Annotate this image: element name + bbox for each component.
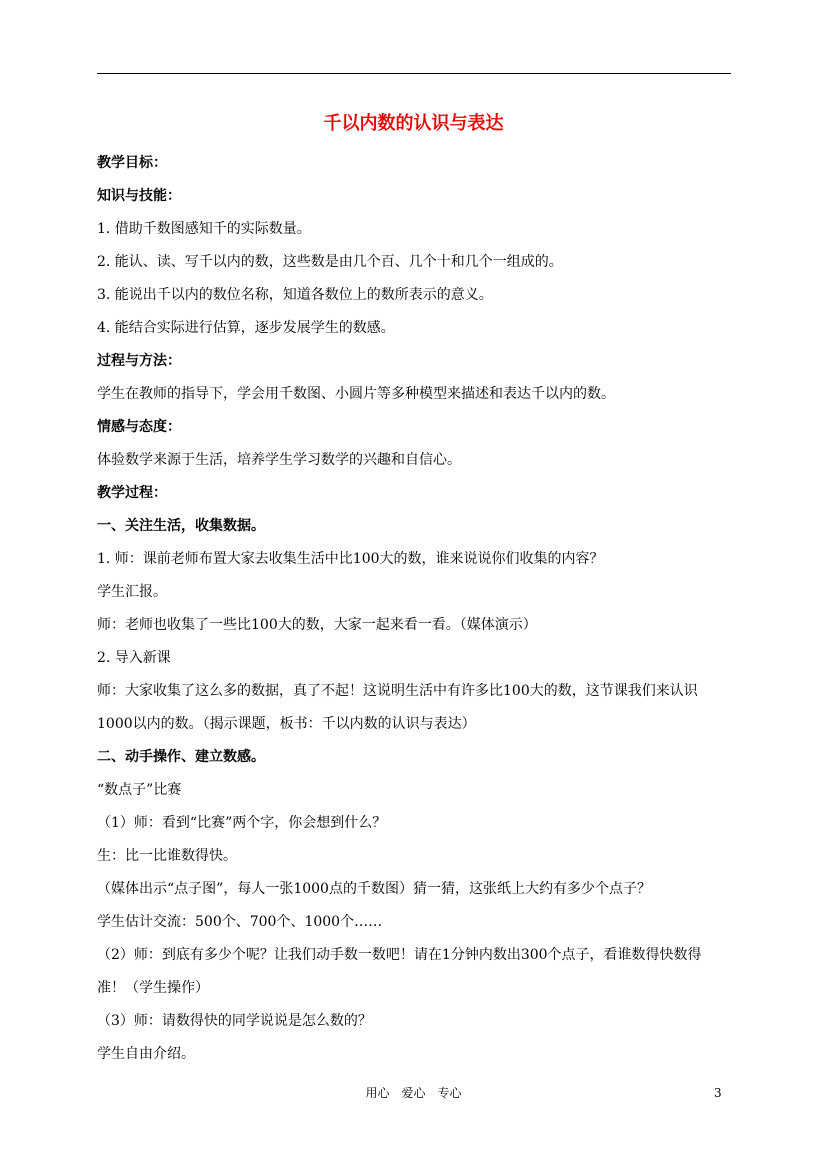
body-line: 学生估计交流：500个、700个、1000个…… bbox=[97, 914, 383, 930]
body-line: 学生自由介绍。 bbox=[97, 1046, 195, 1062]
body-line: （1）师：看到“比赛”两个字，你会想到什么？ bbox=[97, 815, 387, 831]
body-line: 1. 师：课前老师布置大家去收集生活中比100大的数，谁来说说你们收集的内容？ bbox=[97, 551, 604, 567]
body-line: 准！（学生操作） bbox=[97, 980, 209, 996]
body-line: 学生在教师的指导下，学会用千数图、小圆片等多种模型来描述和表达千以内的数。 bbox=[97, 386, 615, 402]
body-line: 师：大家收集了这么多的数据，真了不起！这说明生活中有许多比100大的数，这节课我们来认识 bbox=[97, 683, 698, 699]
page-number: 3 bbox=[714, 1086, 722, 1100]
section-heading: 过程与方法： bbox=[97, 353, 181, 369]
header-rule bbox=[97, 73, 731, 74]
body-line: 2. 导入新课 bbox=[97, 650, 171, 666]
body-line: 学生汇报。 bbox=[97, 584, 167, 600]
body-line: 2. 能认、读、写千以内的数，这些数是由几个百、几个十和几个一组成的。 bbox=[97, 254, 563, 270]
page-footer: 用心 爱心 专心 bbox=[365, 1086, 462, 1100]
body-line: 体验数学来源于生活，培养学生学习数学的兴趣和自信心。 bbox=[97, 452, 461, 468]
body-line: （3）师：请数得快的同学说说是怎么数的？ bbox=[97, 1013, 372, 1029]
body-line: 师：老师也收集了一些比100大的数，大家一起来看一看。（媒体演示） bbox=[97, 617, 537, 633]
body-line: 3. 能说出千以内的数位名称，知道各数位上的数所表示的意义。 bbox=[97, 287, 493, 303]
section-heading: 知识与技能： bbox=[97, 188, 181, 204]
document-title: 千以内数的认识与表达 bbox=[323, 113, 504, 134]
body-line: 4. 能结合实际进行估算，逐步发展学生的数感。 bbox=[97, 320, 395, 336]
section-heading: 情感与态度： bbox=[97, 419, 181, 435]
body-line: （媒体出示“点子图”，每人一张1000点的千数图）猜一猜，这张纸上大约有多少个点子？ bbox=[97, 881, 651, 897]
body-line: （2）师：到底有多少个呢？让我们动手数一数吧！请在1分钟内数出300个点子，看谁数得快数得 bbox=[97, 947, 702, 963]
section-heading: 教学目标： bbox=[97, 155, 167, 171]
body-line: 1000以内的数。（揭示课题，板书：千以内数的认识与表达） bbox=[97, 716, 476, 732]
body-line: “数点子”比赛 bbox=[97, 782, 182, 798]
section-heading: 一、关注生活，收集数据。 bbox=[97, 518, 265, 534]
body-line: 生：比一比谁数得快。 bbox=[97, 848, 237, 864]
document-body bbox=[97, 147, 731, 1071]
section-heading: 教学过程： bbox=[97, 485, 167, 501]
body-line: 1. 借助千数图感知千的实际数量。 bbox=[97, 221, 311, 237]
section-heading: 二、动手操作、建立数感。 bbox=[97, 749, 265, 765]
